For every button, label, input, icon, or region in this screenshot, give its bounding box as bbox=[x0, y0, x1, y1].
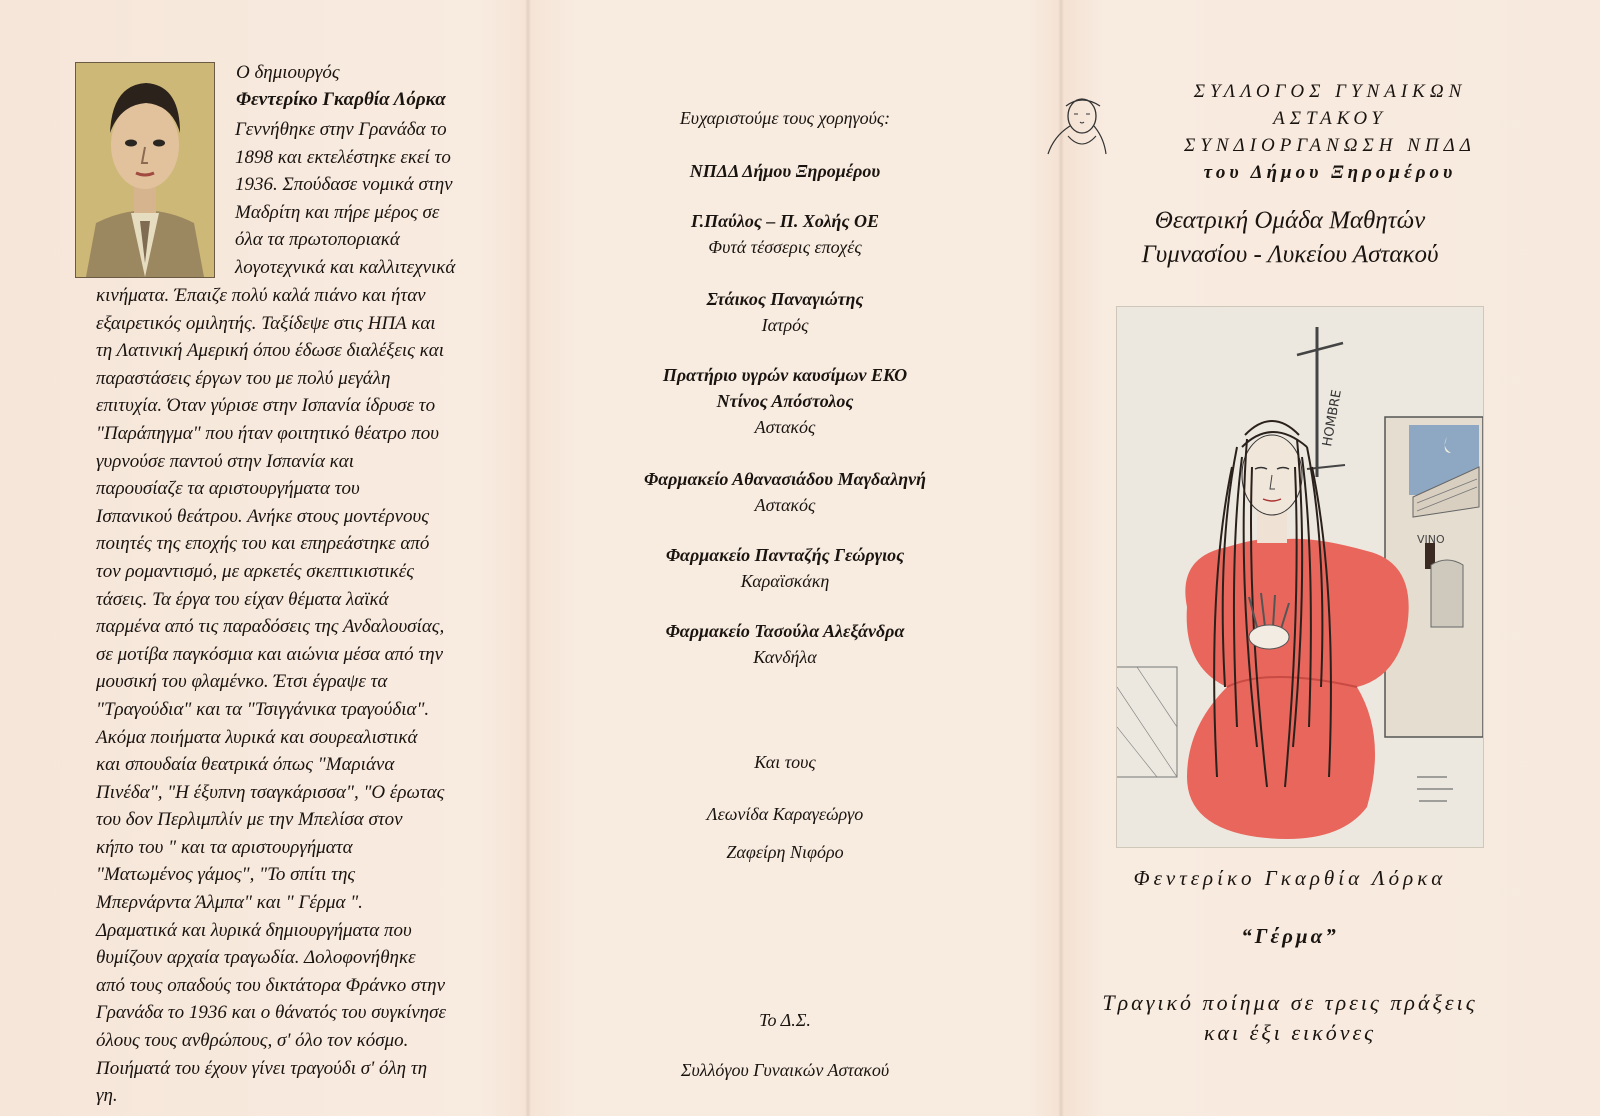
author-name: Φεντερίκο Γκαρθία Λόρκα bbox=[1133, 866, 1447, 890]
bio-line: παρουσίαζε τα αριστουργήματα του bbox=[96, 478, 360, 500]
sponsor-name: Γ.Παύλος – Π. Χολής ΟΕ bbox=[691, 211, 879, 231]
sponsor-name: ΝΠΔΔ Δήμου Ξηρομέρου bbox=[689, 161, 881, 181]
painting-wall-text: VINO bbox=[1417, 533, 1445, 546]
bio-line: και σπουδαία θεατρικά όπως "Μαριάνα bbox=[96, 754, 395, 776]
bio-line: όλους τους ανθρώπους, σ' όλο τον κόσμο. bbox=[96, 1030, 409, 1052]
thanks-heading: Ευχαριστούμε τους χορηγούς: bbox=[679, 108, 891, 128]
bio-line: Γρανάδα το 1936 και ο θάνατός του συγκίνησε bbox=[96, 1002, 446, 1024]
board-label: Το Δ.Σ. bbox=[759, 1010, 811, 1030]
assoc-line: ΣΥΝΔΙΟΡΓΑΝΩΣΗ ΝΠΔΔ bbox=[1184, 135, 1476, 156]
thanked-person: Ζαφείρη Νιφόρο bbox=[726, 842, 844, 862]
thanked-person: Λεωνίδα Καραγεώργο bbox=[706, 804, 864, 824]
bio-text-rest bbox=[96, 282, 446, 1110]
bio-line: Ισπανικού θεάτρου. Ανήκε στους μοντέρνους bbox=[96, 505, 429, 527]
bio-line: εξαιρετικός ομιλητής. Ταξίδεψε στις ΗΠΑ και bbox=[96, 312, 436, 334]
sponsor-name: Φαρμακείο Τασούλα Αλεξάνδρα bbox=[665, 621, 905, 641]
fold-line bbox=[525, 0, 531, 1116]
bio-line: λογοτεχνικά και καλλιτεχνικά bbox=[235, 256, 456, 278]
bio-name: Φεντερίκο Γκαρθία Λόρκα bbox=[236, 89, 446, 110]
subtitle-line: Τραγικό ποίημα σε τρεις πράξεις bbox=[1102, 990, 1478, 1015]
sponsor-detail: Φυτά τέσσερις εποχές bbox=[708, 237, 862, 257]
sponsor-name: Φαρμακείο Πανταζής Γεώργιος bbox=[665, 545, 905, 565]
sponsor-entry bbox=[585, 542, 985, 594]
sponsor-detail: Κανδήλα bbox=[753, 647, 817, 667]
bio-line: Ακόμα ποιήματα λυρικά και σουρεαλιστικά bbox=[96, 726, 418, 748]
sponsor-detail: Αστακός bbox=[754, 417, 816, 437]
sponsor-detail: Αστακός bbox=[754, 495, 816, 515]
bio-line: θυμίζουν αρχαία τραγωδία. Δολοφονήθηκε bbox=[96, 947, 416, 969]
painting-sign-text: HOMBRE bbox=[1320, 388, 1345, 448]
bio-line: παρμένα από τις παραδόσεις της Ανδαλουσίας, bbox=[96, 616, 445, 638]
troupe-line: Θεατρική Ομάδα Μαθητών bbox=[1154, 207, 1426, 234]
lorca-drawing-image bbox=[1116, 306, 1484, 848]
sponsor-detail: Καραϊσκάκη bbox=[740, 571, 830, 591]
bio-line: "Ματωμένος γάμος", "Το σπίτι της bbox=[96, 864, 356, 886]
bio-line: Γεννήθηκε στην Γρανάδα το bbox=[235, 119, 447, 140]
sponsor-name: Πρατήριο υγρών καυσίμων ΕΚΟ bbox=[662, 365, 908, 385]
association-signature: Συλλόγου Γυναικών Αστακού bbox=[680, 1060, 890, 1080]
fold-line bbox=[1058, 0, 1064, 1116]
sponsor-entry bbox=[585, 362, 985, 440]
bio-line: Δραματικά και λυρικά δημιουργήματα που bbox=[96, 919, 412, 941]
bio-line: κήπο του " και τα αριστουργήματα bbox=[96, 836, 353, 858]
subtitle-line: και έξι εικόνες bbox=[1203, 1020, 1377, 1045]
sponsor-entry bbox=[585, 618, 985, 670]
bio-line: γη. bbox=[96, 1085, 118, 1107]
assoc-line: ΣΥΛΛΟΓΟΣ ΓΥΝΑΙΚΩΝ bbox=[1193, 81, 1467, 102]
bio-line: μουσική του φλαμένκο. Έτσι έγραψε τα bbox=[96, 671, 388, 693]
sponsor-entry bbox=[585, 466, 985, 518]
bio-line: τον ρομαντισμό, με αρκετές σκεπτικιστικές bbox=[96, 560, 414, 582]
assoc-line: του Δήμου Ξηρομέρου bbox=[1203, 162, 1457, 183]
sponsor-entry bbox=[585, 208, 985, 260]
sponsor-name: Στάικος Παναγιώτης bbox=[706, 289, 864, 309]
assoc-line: ΑΣΤΑΚΟΥ bbox=[1273, 108, 1387, 129]
play-subtitle bbox=[1060, 988, 1520, 1048]
bio-line: όλα τα πρωτοποριακά bbox=[235, 229, 400, 251]
bio-line: Μπερνάρντα Άλμπα" και " Γέρμα ". bbox=[96, 892, 363, 914]
bio-line: επιτυχία. Όταν γύρισε στην Ισπανία ίδρυσε το bbox=[96, 395, 436, 417]
bio-line: "Παράπηγμα" που ήταν φοιτητικό θέατρο που bbox=[96, 422, 439, 444]
bio-line: γυρνούσε παντού στην Ισπανία και bbox=[96, 450, 355, 472]
bio-line: 1898 και εκτελέστηκε εκεί το bbox=[235, 146, 451, 168]
bio-text-top bbox=[235, 116, 455, 282]
bio-line: κινήματα. Έπαιζε πολύ καλά πιάνο και ήταν bbox=[96, 285, 426, 306]
bio-line: "Τραγούδια" και τα "Τσιγγάνικα τραγούδια". bbox=[96, 698, 430, 720]
woman-sketch-icon bbox=[1044, 92, 1114, 160]
troupe-title bbox=[1100, 204, 1480, 272]
bio-label: Ο δημιουργός bbox=[236, 62, 340, 83]
bio-line: Ποιήματά του έχουν γίνει τραγούδι σ' όλη τη bbox=[96, 1057, 428, 1079]
sponsor-entry bbox=[585, 286, 985, 338]
sponsor-entry bbox=[585, 158, 985, 184]
bio-line: Πινέδα", "Η έξυπνη τσαγκάρισσα", "Ο έρωτας bbox=[96, 781, 445, 803]
troupe-line: Γυμνασίου - Λυκείου Αστακού bbox=[1141, 241, 1439, 268]
bio-line: Μαδρίτη και πήρε μέρος σε bbox=[235, 201, 440, 223]
bio-line: 1936. Σπούδασε νομικά στην bbox=[235, 174, 453, 196]
bio-line: ποιητές της εποχής του και επηρεάστηκε από bbox=[96, 533, 430, 555]
bio-line: τάσεις. Τα έργα του είχαν θέματα λαϊκά bbox=[96, 588, 389, 610]
association-header bbox=[1160, 78, 1500, 186]
bio-line: από τους οπαδούς του δικτάτορα Φράνκο στην bbox=[96, 974, 446, 996]
sponsor-name: Φαρμακείο Αθανασιάδου Μαγδαληνή bbox=[644, 469, 926, 489]
sponsor-detail: Ιατρός bbox=[761, 315, 809, 335]
play-title: “Γέρμα” bbox=[1241, 924, 1339, 948]
bio-line: σε μοτίβα παγκόσμια και αιώνια μέσα από την bbox=[96, 643, 444, 665]
bio-line: του δον Περλιμπλίν με την Μπελίσα στον bbox=[96, 809, 403, 831]
sponsor-name: Ντίνος Απόστολος bbox=[716, 391, 854, 411]
bio-line: τη Λατινική Αμερική όπου έδωσε διαλέξεις και bbox=[96, 340, 445, 362]
lorca-portrait-image bbox=[75, 62, 215, 278]
and-heading: Και τους bbox=[754, 752, 816, 772]
bio-line: παραστάσεις έργων του με πολύ μεγάλη bbox=[96, 367, 391, 389]
